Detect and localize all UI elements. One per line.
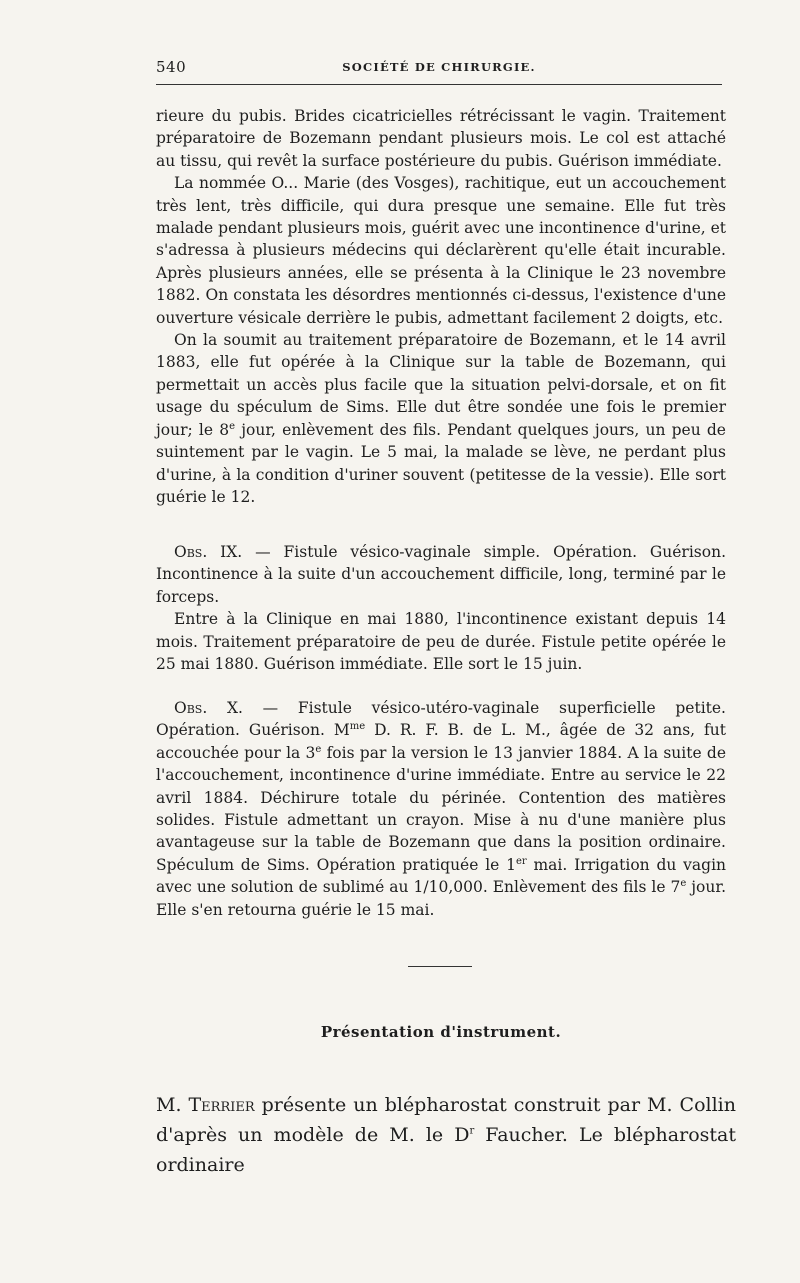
paragraph-continuation: rieure du pubis. Brides cicatricielles rétrécissant le vagin. Traitement préparatoire de Bozemann pendant plusieurs mois. Le col est attaché au tissu, qui revêt la surface postérieure du pubis. Guérison immédiate. [156,107,726,170]
section-title: Présentation d'instrument. [320,1023,562,1041]
author-name: Terrier [188,1094,255,1116]
section-separator [408,966,472,967]
header-rule [156,84,722,85]
obs10-body: Obs. X. — Fistule vésico-utéro-vaginale superficielle petite. Opération. Guérison. $M^{me}$ D. R. F. B. de L. M., âgée de 32 ans, fut accouchée pour la 3e fois par la version le 13 janvier 1884. A la suite de l'accouchement, incontinence d'urine immédiate. Entre au service le 22 avril 1884. Déchirure totale du périnée. Contention des matières solides. Fistule admettant un crayon. Mise à nu d'une manière plus avantageuse sur la table de Bozemann que dans la position ordinaire. Spéculum de Sims. Opération pratiquée le 1er mai. Irrigation du vagin avec une solution de sublimé au 1/10,000. Enlèvement des fils le 7e jour. Elle s'en retourna guérie le 15 mai. [156,699,727,919]
obs9-label: Obs. IX. [174,543,243,561]
closing-paragraph: M. Terrier présente un blépharostat construit par M. Collin d'après un modèle de M. le $D^r$ Faucher. Le blépharostat ordinaire [156,1094,736,1176]
observation-9 [156,541,726,675]
page-number: 540 [156,58,187,76]
obs9-heading: Obs. IX. — Fistule vésico-vaginale simple. Opération. Guérison. Incontinence à la suite d'un accouchement difficile, long, terminé par le forceps. [156,543,726,606]
observation-10 [156,697,726,921]
running-title: SOCIÉTÉ DE CHIRURGIE. [342,60,536,74]
paragraph-treatment: On la soumit au traitement préparatoire de Bozemann, et le 14 avril 1883, elle fut opérée à la Clinique sur la table de Bozemann, qui permettait un accès plus facile que la situation pelvi-dorsale, et on fit usage du spéculum de Sims. Elle dut être sondée une fois le premier jour; le 8e jour, enlèvement des fils. Pendant quelques jours, un peu de suintement par le vagin. Le 5 mai, la malade se lève, ne perdant plus d'urine, à la condition d'uriner souvent (petitesse de la vessie). Elle sort guérie le 12. [156,331,726,506]
paragraph-case-history: La nommée O... Marie (des Vosges), rachitique, eut un accouchement très lent, très difficile, qui dura presque une semaine. Elle fut très malade pendant plusieurs mois, guérit avec une incontinence d'urine, et s'adressa à plusieurs médecins qui déclarèrent qu'elle était incurable. Après plusieurs années, elle se présenta à la Clinique le 23 novembre 1882. On constata les désordres mentionnés ci-dessus, l'existence d'une ouverture vésicale derrière le pubis, admettant facilement 2 doigts, etc. [156,174,726,327]
obs10-label: Obs. X. [174,699,243,717]
case-block-1 [156,105,726,508]
obs9-body: Entre à la Clinique en mai 1880, l'incontinence existant depuis 14 mois. Traitement préparatoire de peu de durée. Fistule petite opérée le 25 mai 1880. Guérison immédiate. Elle sort le 15 juin. [156,610,726,674]
